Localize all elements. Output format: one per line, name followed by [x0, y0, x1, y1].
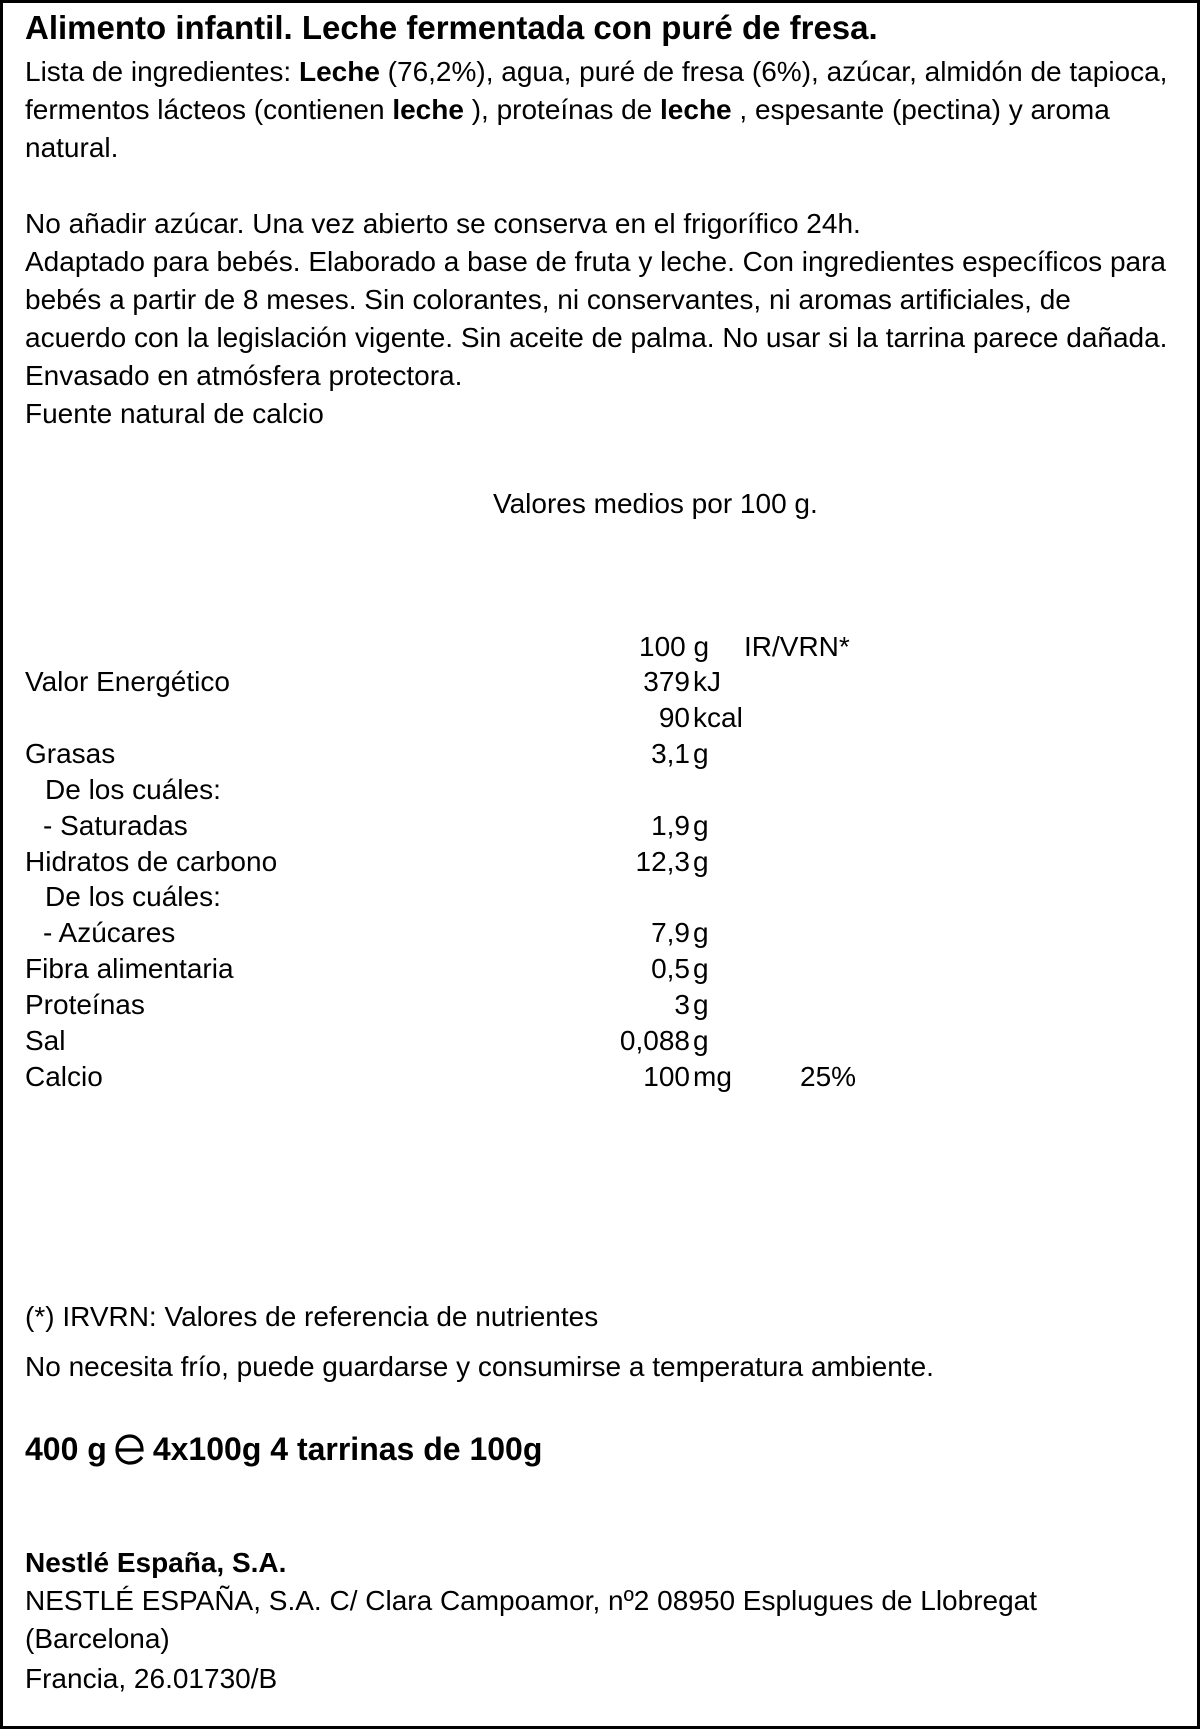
nutrient-value: 379: [643, 666, 690, 697]
product-title: Alimento infantil. Leche fermentada con puré de fresa.: [25, 9, 878, 46]
nutrient-value: 7,9: [651, 917, 690, 949]
nutrient-value: 3: [674, 989, 690, 1021]
column-100g: 100 g: [639, 631, 710, 662]
ingredients-text: ), proteínas de: [463, 94, 661, 125]
ingredients-text: , espesante (pectina) y aroma natural.: [25, 94, 1110, 163]
calcium-note: Fuente natural de calcio: [25, 398, 324, 429]
origin-code: Francia, 26.01730/B: [25, 1663, 278, 1694]
nutrition-row: [3, 663, 1200, 699]
nutrition-row: [3, 699, 1200, 735]
net-quantity: [25, 1429, 542, 1469]
notes-block: [25, 205, 1175, 433]
nutrient-name: Calcio: [25, 1060, 103, 1092]
nutrient-unit: kJ: [693, 666, 721, 697]
nutrient-value: 90: [658, 701, 690, 733]
nutrient-unit: kcal: [693, 701, 743, 733]
net-weight: 400 g: [25, 1431, 107, 1467]
nutrition-row: [3, 807, 1200, 843]
footnote: (*) IRVRN: Valores de referencia de nutrientes: [25, 1301, 599, 1332]
nutrient-unit: mg: [693, 1060, 732, 1092]
nutrient-unit: g: [693, 845, 709, 877]
company-name: Nestlé España, S.A.: [25, 1547, 287, 1578]
nutrient-name: De los cuáles:: [45, 773, 221, 805]
nutrition-row: [3, 1022, 1200, 1058]
nutrition-header: [3, 628, 1200, 664]
nutrient-name: - Saturadas: [43, 809, 188, 841]
nutrient-unit: g: [693, 953, 709, 985]
nutrient-value: 3,1: [651, 737, 690, 769]
ingredients-intro: Lista de ingredientes:: [25, 56, 299, 87]
nutrient-name: Sal: [25, 1025, 66, 1056]
nutrient-reference-percent: 25%: [800, 1060, 857, 1092]
nutrient-unit: g: [693, 737, 709, 769]
ingredients-text: (76,2%), agua, puré de fresa (6%), azúcar, almidón de tapioca, fermentos lácteos (contienen: [25, 56, 1168, 125]
nutrient-unit: g: [693, 809, 709, 841]
nutrition-row: [3, 843, 1200, 879]
sugar-note: No añadir azúcar. Una vez abierto se conserva en el frigorífico 24h.: [25, 208, 861, 239]
pack-description: 4x100g 4 tarrinas de 100g: [152, 1431, 543, 1467]
nutrition-row: [3, 914, 1200, 950]
nutrient-unit: g: [693, 1025, 709, 1056]
ingredients-list: [25, 53, 1175, 167]
nutrient-value: 0,088: [619, 1025, 690, 1056]
allergen-leche: leche: [660, 94, 732, 125]
nutrient-value: 1,9: [651, 809, 690, 841]
nutrition-row: [3, 878, 1200, 914]
nutrient-unit: g: [693, 989, 709, 1021]
nutrient-value: 12,3: [635, 845, 690, 877]
nutrient-name: Proteínas: [25, 989, 145, 1021]
nutrient-value: 100: [643, 1060, 690, 1092]
column-ir-vrn: IR/VRN*: [744, 631, 850, 662]
storage-note: No necesita frío, puede guardarse y consumirse a temperatura ambiente.: [25, 1351, 934, 1382]
nutrition-row: [3, 735, 1200, 771]
e-mark-icon: [113, 1431, 147, 1467]
nutrient-name: Grasas: [25, 737, 116, 769]
nutrient-name: Hidratos de carbono: [25, 845, 278, 877]
nutrition-row: [3, 986, 1200, 1022]
nutrition-row: [3, 771, 1200, 807]
company-address: NESTLÉ ESPAÑA, S.A. C/ Clara Campoamor, nº2 08950 Esplugues de Llobregat (Barcelona): [25, 1585, 1038, 1654]
nutrient-name: Valor Energético: [25, 666, 230, 697]
nutrition-row: [3, 950, 1200, 986]
per-100g-heading: Valores medios por 100 g.: [493, 488, 818, 519]
nutrient-name: Fibra alimentaria: [25, 953, 234, 985]
nutrient-value: 0,5: [651, 953, 690, 985]
nutrient-name: - Azúcares: [43, 917, 176, 949]
nutrient-name: De los cuáles:: [45, 881, 221, 913]
nutrient-unit: g: [693, 917, 709, 949]
allergen-leche: leche: [392, 94, 464, 125]
nutrition-row: [3, 1058, 1200, 1094]
allergen-leche: Leche: [298, 56, 380, 87]
adapted-note: Adaptado para bebés. Elaborado a base de fruta y leche. Con ingredientes específicos para bebés a partir de 8 meses. Sin colorantes, ni conservantes, ni aromas artificiales, de acuerdo con la legislación vigente. Sin aceite de palma. No usar si la tarrina parece dañada. Envasado en atmósfera protectora.: [25, 246, 1168, 391]
